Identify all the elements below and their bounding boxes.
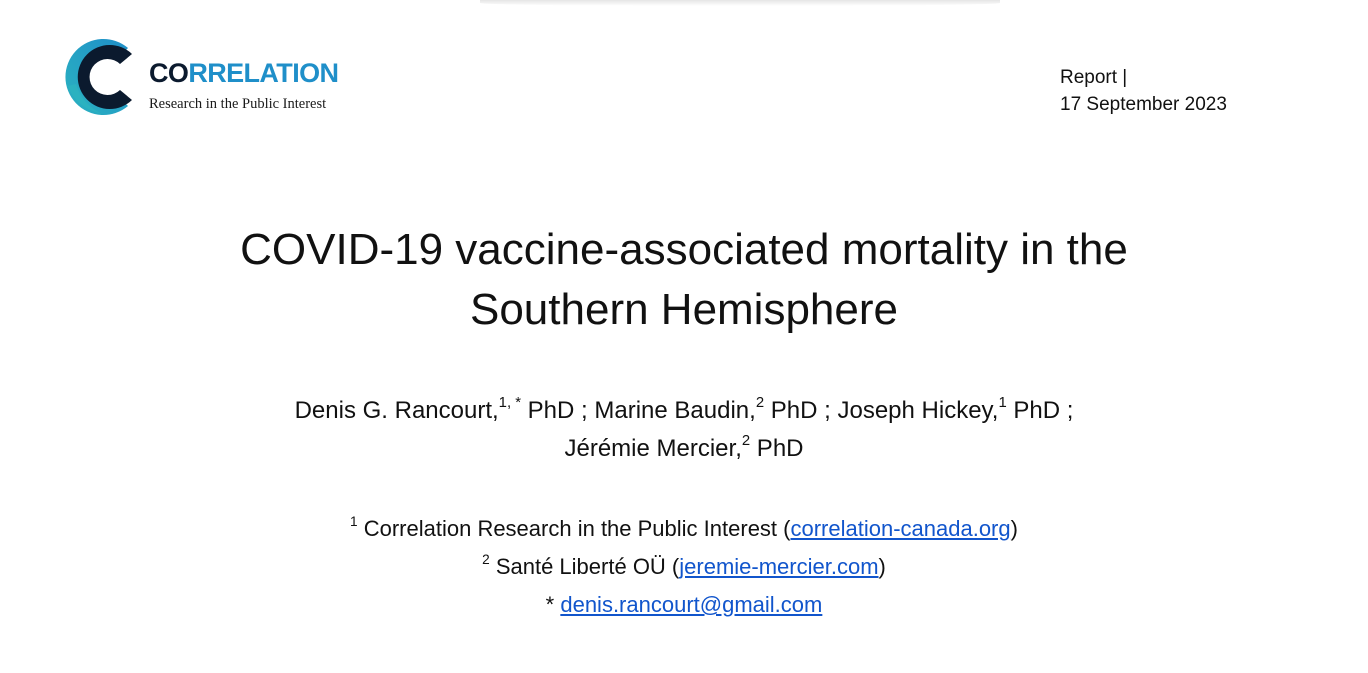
author-affiliation-mark: 2 xyxy=(741,432,751,449)
report-date: 17 September 2023 xyxy=(1060,94,1227,115)
author-line-2 xyxy=(0,430,1368,468)
contact-email-link[interactable]: denis.rancourt@gmail.com xyxy=(560,592,823,617)
report-meta xyxy=(1060,64,1227,118)
contact-line xyxy=(0,586,1368,624)
author-affiliation-mark: 2 xyxy=(755,394,765,411)
affiliation-mark: 2 xyxy=(482,551,490,567)
logo-wordmark xyxy=(149,60,338,87)
author-degree: PhD ; xyxy=(764,397,831,424)
author-name: Marine Baudin, xyxy=(594,397,756,424)
title-line-1: COVID-19 vaccine-associated mortality in the xyxy=(240,225,1128,274)
author-name: Joseph Hickey, xyxy=(837,397,999,424)
affiliation-link-mercier[interactable]: jeremie-mercier.com xyxy=(679,554,879,579)
affiliation-mark: 1 xyxy=(350,513,358,529)
document-title xyxy=(0,220,1368,340)
author-degree: PhD xyxy=(750,435,804,462)
affiliation-link-correlation[interactable]: correlation-canada.org xyxy=(790,516,1011,541)
affiliation-close: ) xyxy=(878,554,886,579)
contact-prefix: * xyxy=(545,592,561,617)
author-name: Jérémie Mercier, xyxy=(564,435,742,462)
author-name: Denis G. Rancourt, xyxy=(294,397,499,424)
affiliation-1 xyxy=(0,510,1368,548)
logo-wordmark-co: CO xyxy=(149,58,189,88)
affiliation-text: Santé Liberté OÜ ( xyxy=(489,554,680,579)
author-degree: PhD ; xyxy=(521,397,588,424)
author-affiliation-mark: 1, * xyxy=(498,394,521,411)
affiliation-2 xyxy=(0,548,1368,586)
author-line-1 xyxy=(0,392,1368,430)
title-line-2: Southern Hemisphere xyxy=(469,285,898,334)
report-type: Report | xyxy=(1060,67,1128,88)
author-affiliation-mark: 1 xyxy=(998,394,1007,411)
affiliation-text: Correlation Research in the Public Interest ( xyxy=(357,516,791,541)
logo-wordmark-rest: RRELATION xyxy=(188,58,339,88)
logo-tagline: Research in the Public Interest xyxy=(149,96,327,112)
logo-c-mark-icon xyxy=(58,34,144,120)
affiliation-close: ) xyxy=(1010,516,1018,541)
affiliations xyxy=(0,510,1368,624)
author-list xyxy=(0,392,1368,468)
top-shadow xyxy=(480,0,1000,6)
correlation-logo xyxy=(58,34,398,124)
author-degree: PhD ; xyxy=(1006,397,1074,424)
